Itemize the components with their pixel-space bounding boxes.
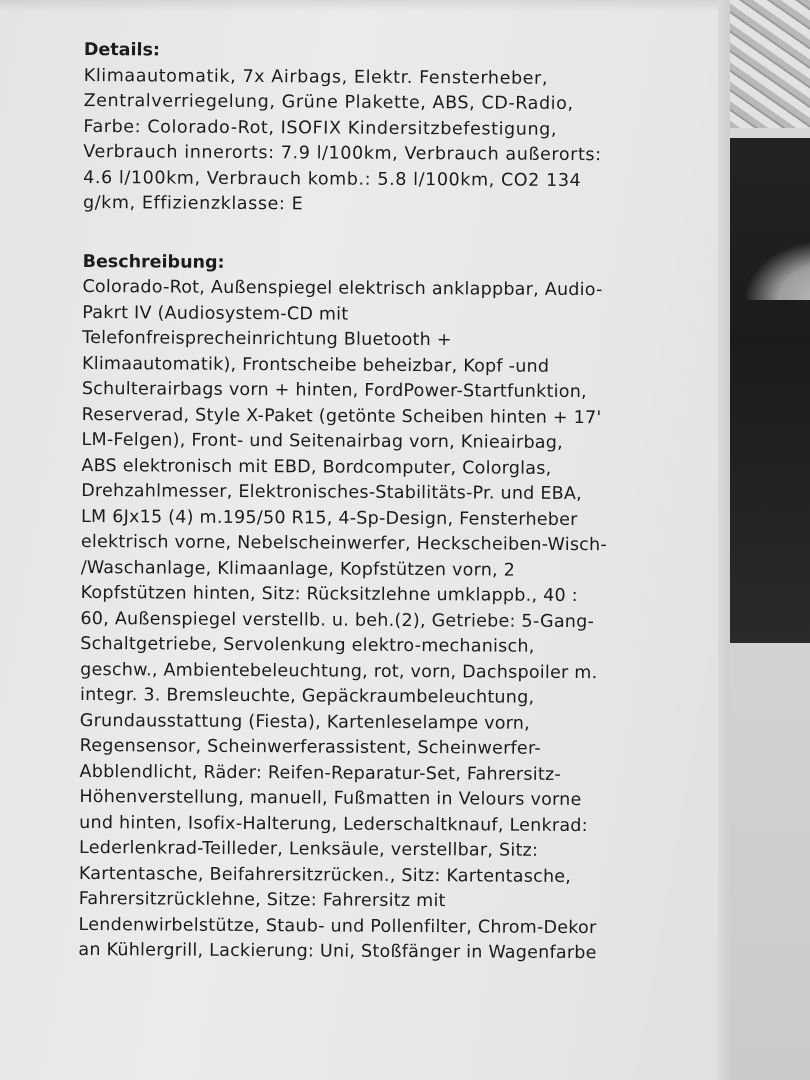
text-line: 60, Außenspiegel verstellb. u. beh.(2), Getriebe: 5-Gang- — [80, 608, 595, 632]
text-line: und hinten, Isofix-Halterung, Lederschaltknauf, Lenkrad: — [79, 812, 588, 836]
text-line: Höhenverstellung, manuell, Fußmatten in Velours vorne — [79, 786, 582, 811]
text-line: Kartentasche, Beifahrersitzrücken., Sitz: Kartentasche, — [78, 863, 572, 887]
text-line: Schulterairbags vorn + hinten, FordPower-Startfunktion, — [81, 378, 587, 403]
beschreibung-lines — [78, 275, 722, 967]
text-line: Abblendlicht, Räder: Reifen-Reparatur-Set, Fahrersitz- — [79, 761, 562, 785]
text-line: 4.6 l/100km, Verbrauch komb.: 5.8 l/100km, CO2 134 — [83, 167, 582, 191]
paper-fold-shadow — [0, 0, 730, 12]
text-line: Klimaautomatik, 7x Airbags, Elektr. Fensterheber, — [83, 65, 549, 89]
text-line: Regensensor, Scheinwerferassistent, Scheinwerfer- — [79, 735, 541, 759]
details-lines — [83, 63, 724, 220]
text-line: integr. 3. Bremsleuchte, Gepäckraumbeleuchtung, — [79, 684, 535, 708]
paving-photo — [730, 0, 810, 128]
text-line: Pakrt IV (Audiosystem-CD mit — [82, 302, 349, 325]
details-section — [83, 38, 724, 220]
text-line: Drehzahlmesser, Elektronisches-Stabilitäts-Pr. und EBA, — [81, 480, 583, 505]
text-line: Schaltgetriebe, Servolenkung elektro-mechanisch, — [80, 633, 535, 657]
text-line: Kopfstützen hinten, Sitz: Rücksitzlehne umklappb., 40 : — [80, 582, 578, 607]
text-line: /Waschanlage, Klimaanlage, Kopfstützen vorn, 2 — [80, 557, 516, 581]
text-line: Fahrersitzrücklehne, Sitze: Fahrersitz mit — [78, 888, 446, 912]
text-line: ABS elektronisch mit EBD, Bordcomputer, Colorglas, — [81, 455, 552, 479]
car-photo-dark — [730, 138, 810, 643]
text-line: Lendenwirbelstütze, Staub- und Pollenfilter, Chrom-Dekor — [78, 914, 597, 938]
text-line: geschw., Ambientebeleuchtung, rot, vorn, Dachspoiler m. — [80, 659, 598, 683]
photo-background — [730, 643, 810, 1080]
text-line: elektrisch vorne, Nebelscheinwerfer, Heckscheiben-Wisch- — [80, 531, 608, 556]
section-gap — [83, 216, 723, 253]
text-line: Lederlenkrad-Teilleder, Lenksäule, verstellbar, Sitz: — [78, 837, 539, 861]
text-line: Farbe: Colorado-Rot, ISOFIX Kindersitzbefestigung, — [83, 116, 558, 140]
details-heading: Details: — [83, 39, 160, 61]
text-line: LM-Felgen), Front- und Seitenairbag vorn, Knieairbag, — [81, 429, 564, 453]
text-line: g/km, Effizienzklasse: E — [82, 192, 304, 215]
text-line: Grundausstattung (Fiesta), Kartenleselampe vorn, — [79, 710, 531, 734]
photo-divider — [730, 128, 810, 138]
text-line: Colorado-Rot, Außenspiegel elektrisch anklappbar, Audio- — [82, 276, 603, 301]
beschreibung-heading: Beschreibung: — [82, 251, 225, 273]
beschreibung-section — [78, 249, 722, 967]
text-line: an Kühlergrill, Lackierung: Uni, Stoßfänger in Wagenfarbe — [78, 939, 597, 964]
text-line: Reserverad, Style X-Paket (getönte Scheiben hinten + 17' — [81, 404, 602, 428]
text-line: LM 6Jx15 (4) m.195/50 R15, 4-Sp-Design, Fensterheber — [81, 506, 578, 530]
text-line: Telefonfreisprecheinrichtung Bluetooth + — [82, 327, 452, 351]
text-line: Zentralverriegelung, Grüne Plakette, ABS, CD-Radio, — [83, 90, 574, 114]
vehicle-description-text — [78, 38, 724, 967]
text-line: Klimaautomatik), Frontscheibe beheizbar, Kopf -und — [81, 353, 550, 377]
car-photo-highlight — [730, 230, 810, 300]
text-line: Verbrauch innerorts: 7.9 l/100km, Verbrauch außerorts: — [83, 141, 602, 166]
